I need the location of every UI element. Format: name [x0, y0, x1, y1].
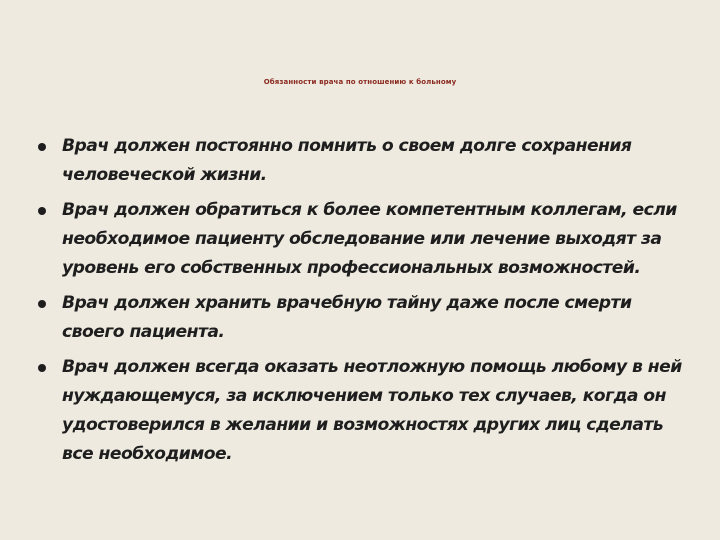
bullet-text: Врач должен обратиться к более компетентным коллегам, если необходимое пациенту обследование или лечение выходят за уровень его собственных профессиональных возможностей. [62, 200, 677, 278]
slide-title: Обязанности врача по отношению к больному [263, 78, 457, 86]
bullet-item [36, 289, 686, 347]
bullet-text: Врач должен всегда оказать неотложную помощь любому в ней нуждающемуся, за исключением только тех случаев, когда он удостоверился в желании и возможностях других лиц сделать все необходимое. [62, 357, 682, 464]
bullet-dot-icon [38, 143, 46, 151]
bullet-dot-icon [38, 364, 46, 372]
bullet-list [36, 132, 686, 475]
bullet-text: Врач должен постоянно помнить о своем долге сохранения человеческой жизни. [62, 136, 632, 185]
bullet-item [36, 196, 686, 283]
bullet-text: Врач должен хранить врачебную тайну даже после смерти своего пациента. [62, 293, 632, 342]
bullet-item [36, 353, 686, 469]
bullet-dot-icon [38, 300, 46, 308]
bullet-item [36, 132, 686, 190]
bullet-dot-icon [38, 207, 46, 215]
